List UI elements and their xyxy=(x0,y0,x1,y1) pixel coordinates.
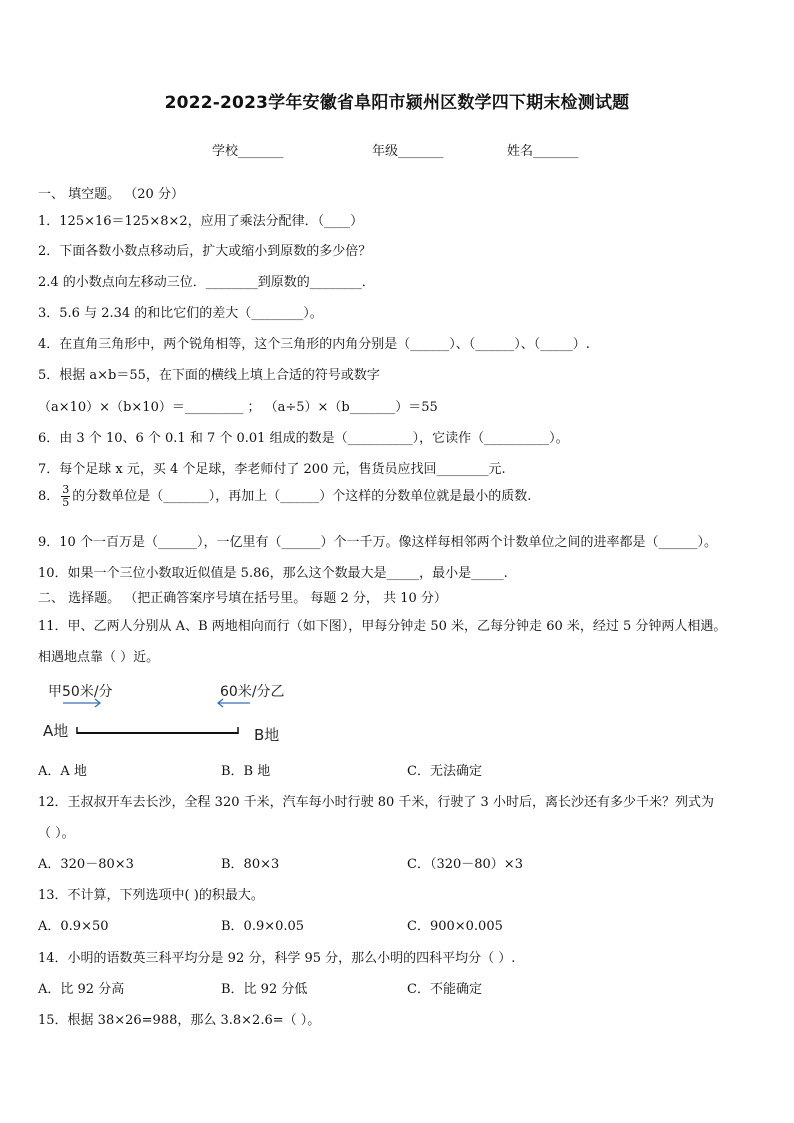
exam-title: 2022-2023学年安徽省阜阳市颍州区数学四下期末检测试题 xyxy=(164,93,630,113)
question-12: 12．王叔叔开车去长沙，全程 320 千米，汽车每小时行驶 80 千米，行驶了 3 小时后，离长沙还有多少千米？列式为 xyxy=(38,795,714,810)
q11-option-c: C．无法确定 xyxy=(407,764,482,779)
fraction-numerator: 3 xyxy=(62,483,70,496)
question-2: 2．下面各数小数点移动后，扩大或缩小到原数的多少倍？ xyxy=(38,244,372,259)
question-3: 3．5.6 与 2.34 的和比它们的差大（________）。 xyxy=(38,306,323,321)
question-11-continued: 相遇地点靠（ ）近。 xyxy=(38,650,160,665)
distance-diagram xyxy=(38,678,298,748)
question-7: 7．每个足球 x 元，买 4 个足球，李老师付了 200 元，售货员应找回________元. xyxy=(38,462,506,477)
question-8-number: 8． xyxy=(38,489,60,504)
question-8-text: 的分数单位是（_______），再加上（______）个这样的分数单位就是最小的质数. xyxy=(72,489,532,504)
q14-option-c: C．不能确定 xyxy=(407,982,482,997)
q14-option-a: A．比 92 分高 xyxy=(38,982,125,997)
question-6: 6．由 3 个 10、6 个 0.1 和 7 个 0.01 组成的数是（__________），它读作（__________）。 xyxy=(38,431,569,446)
question-13: 13．不计算，下列选项中( )的积最大。 xyxy=(38,888,264,903)
q12-option-b: B．80×3 xyxy=(221,857,280,872)
question-1: 1．125×16＝125×8×2，应用了乘法分配律．（____） xyxy=(38,214,364,229)
school-field: 学校_______ xyxy=(212,144,284,159)
q11-option-b: B．B 地 xyxy=(221,764,271,779)
grade-field: 年级_______ xyxy=(372,144,444,159)
q12-option-c: C．（320－80）×3 xyxy=(407,857,523,872)
question-5: 5．根据 a×b＝55，在下面的横线上填上合适的符号或数字 xyxy=(38,368,380,383)
fraction xyxy=(61,484,70,509)
question-2-part: 2.4 的小数点向左移动三位．________到原数的________． xyxy=(38,275,375,290)
q14-option-b: B．比 92 分低 xyxy=(221,982,308,997)
question-10: 10．如果一个三位小数取近似值是 5.86，那么这个数最大是_____，最小是_____. xyxy=(38,566,508,581)
label-jia-speed: 甲50米/分 xyxy=(48,684,113,700)
q13-option-c: C．900×0.005 xyxy=(407,919,503,934)
question-12-continued: （ ）。 xyxy=(38,826,75,841)
q13-option-b: B．0.9×0.05 xyxy=(221,919,305,934)
fraction-denominator: 5 xyxy=(62,496,70,509)
label-b-place: B地 xyxy=(254,726,280,744)
q12-option-a: A．320－80×3 xyxy=(38,857,134,872)
question-15: 15．根据 38×26=988，那么 3.8×2.6=（ ）。 xyxy=(38,1013,321,1028)
label-yi-speed: 60米/分乙 xyxy=(220,684,285,700)
question-4: 4．在直角三角形中，两个锐角相等，这个三角形的内角分别是（______）、（______）、（_____）. xyxy=(38,337,590,352)
section-1-heading: 一、 填空题。 （20 分） xyxy=(38,187,184,202)
question-9: 9．10 个一百万是（______），一亿里有（______）个一千万。像这样每相邻两个计数单位之间的进率都是（______）。 xyxy=(38,535,717,550)
question-11: 11．甲、乙两人分别从 A、B 两地相向而行（如下图），甲每分钟走 50 米，乙每分钟走 60 米，经过 5 分钟两人相遇。 xyxy=(38,619,727,634)
question-8 xyxy=(38,484,531,509)
q11-option-a: A．A 地 xyxy=(38,764,87,779)
question-5-part: （a×10）×（b×10）＝_________ ； （a÷5）×（b_______）＝55 xyxy=(38,400,438,415)
section-2-heading: 二、 选择题。 （把正确答案序号填在括号里。 每题 2 分， 共 10 分） xyxy=(38,591,447,606)
name-field: 姓名_______ xyxy=(507,144,579,159)
label-a-place: A地 xyxy=(43,722,69,740)
question-14: 14．小明的语数英三科平均分是 92 分，科学 95 分，那么小明的四科平均分（ ）. xyxy=(38,951,516,966)
q13-option-a: A．0.9×50 xyxy=(38,919,109,934)
